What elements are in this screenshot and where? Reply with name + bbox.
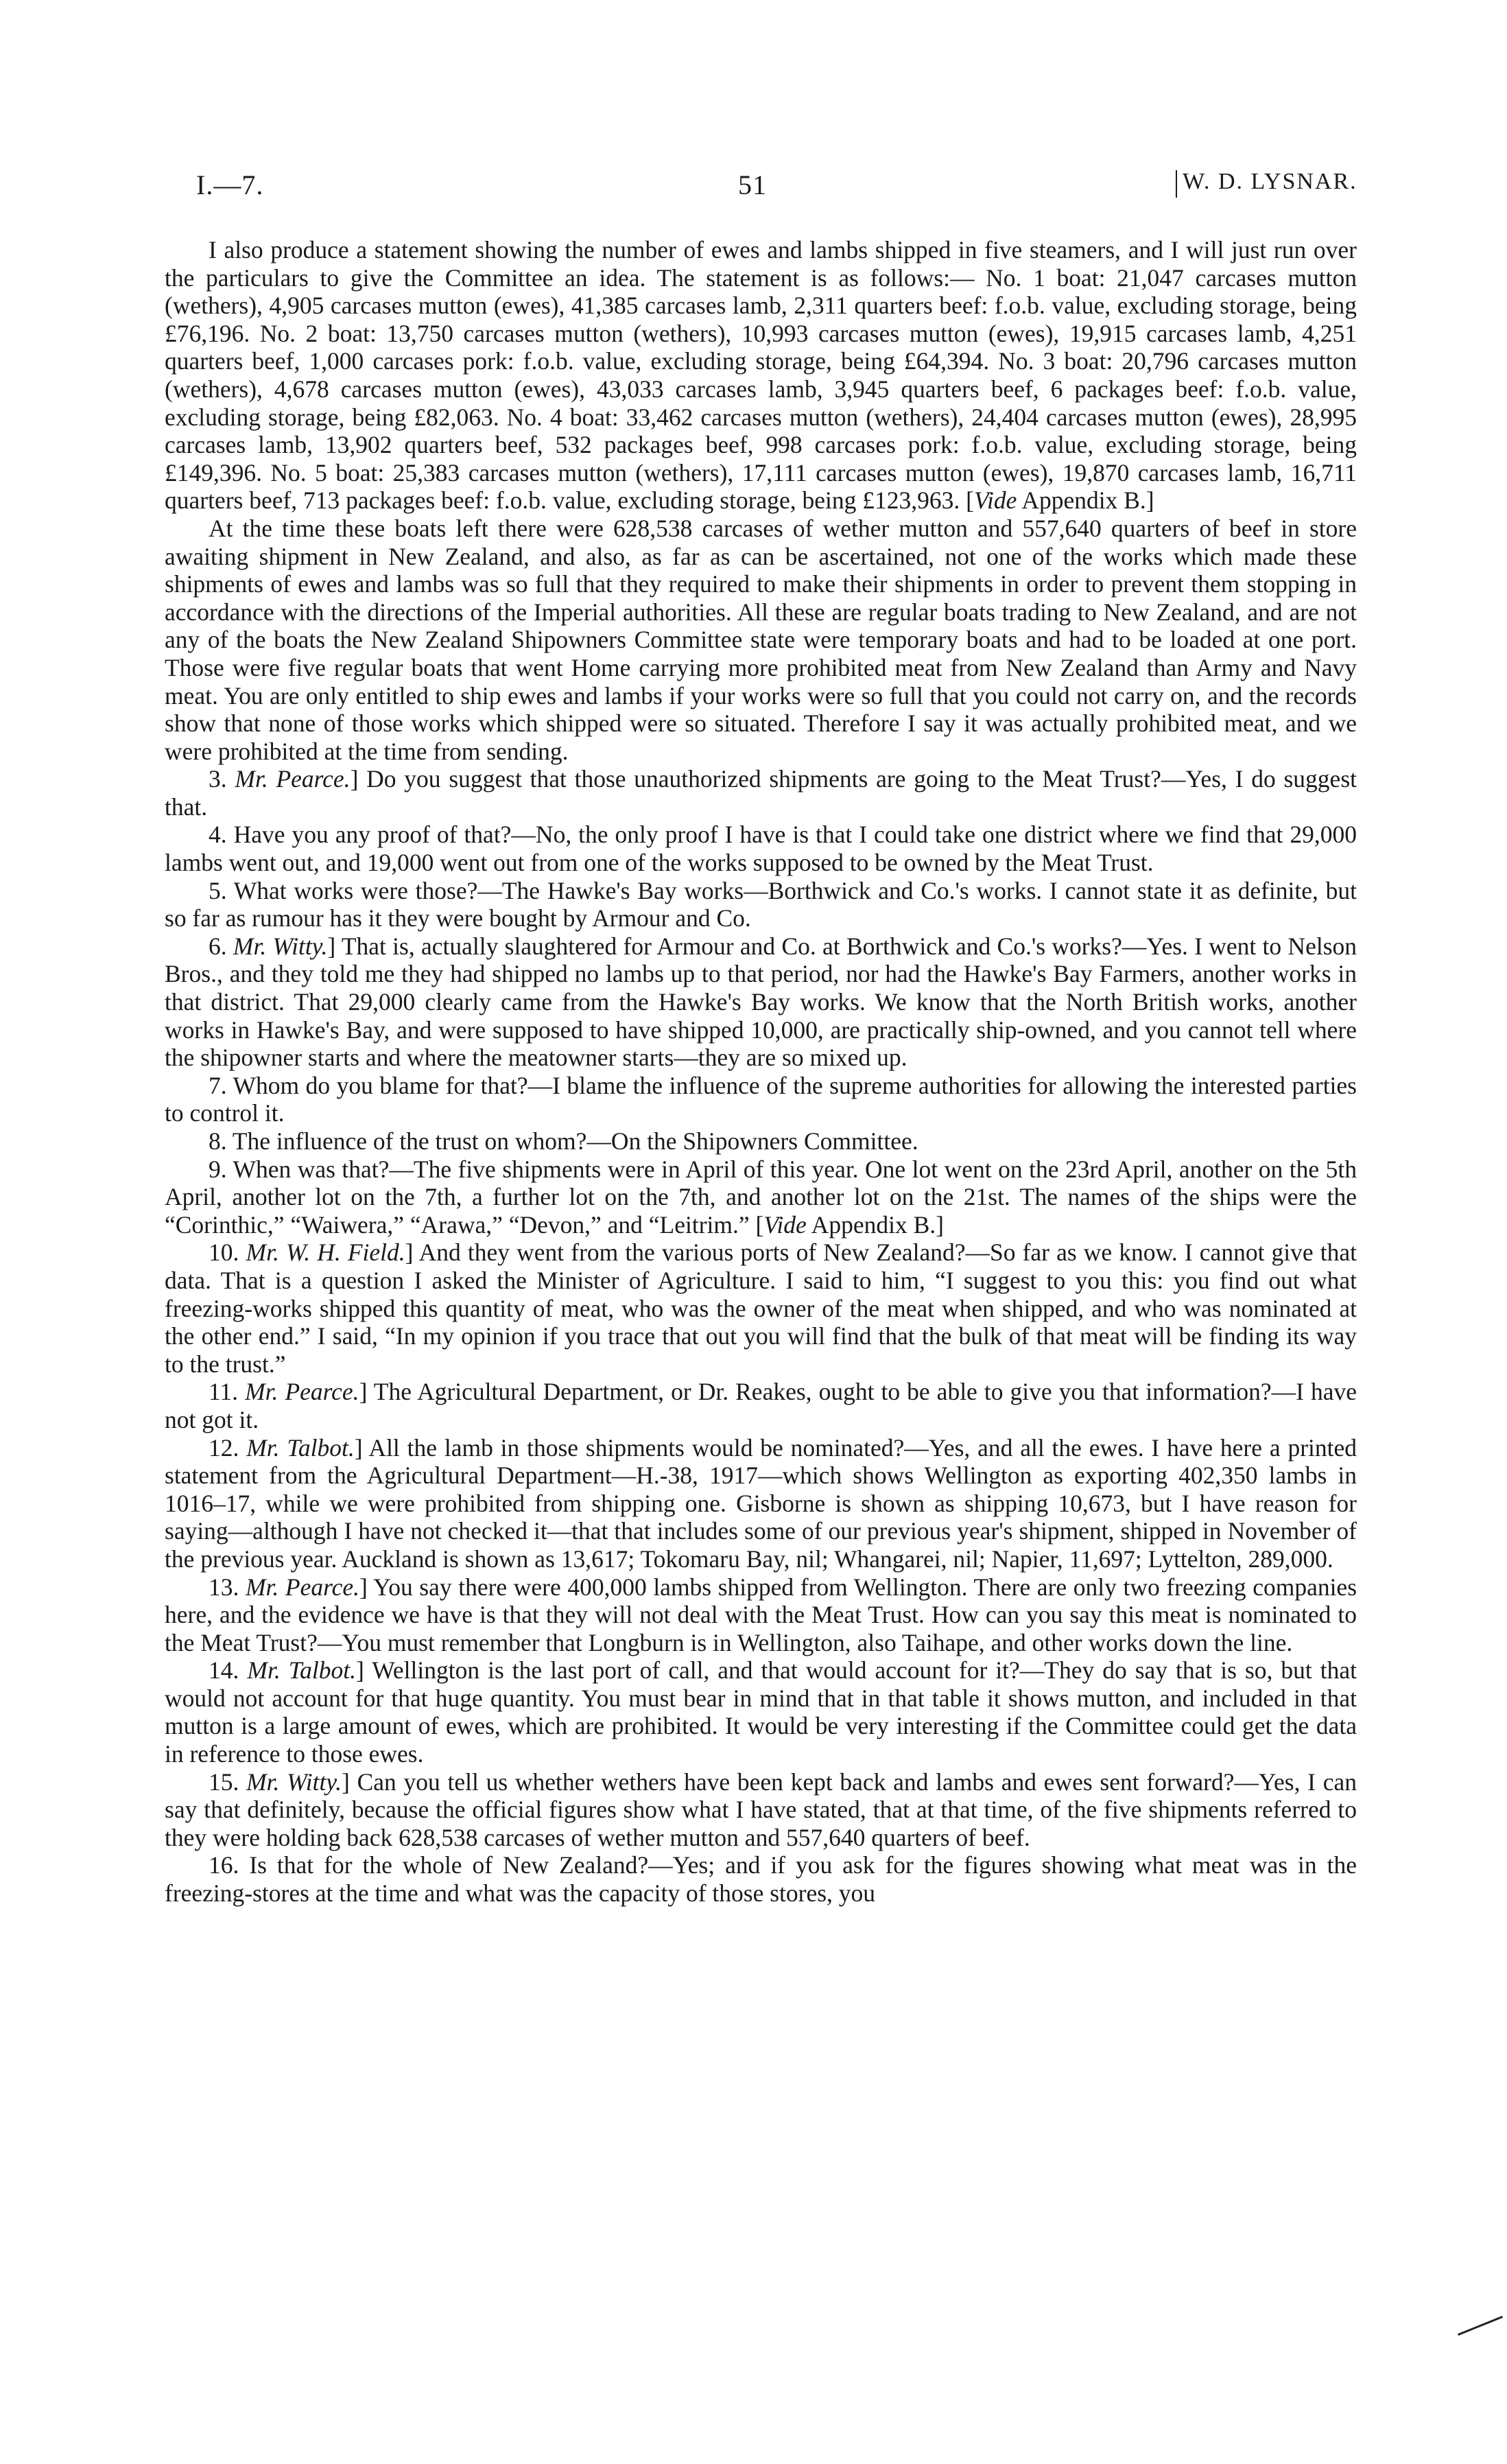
paragraph-statement: I also produce a statement showing the number of ewes and lambs shipped in five steamers, and I will just run over the particulars to give the Committee an idea. The statement is as follows:— No. 1 boat: 21,047 carcases mutton (wethers), 4,905 carcases mutton (ewes), 41,385 carcases lamb, 2,311 quarters beef: f.o.b. value, excluding storage, being £76,196. No. 2 boat: 13,750 carcases mutton (wethers), 10,993 carcases mutton (ewes), 19,915 carcases lamb, 4,251 quarters beef, 1,000 carcases pork: f.o.b. value, excluding storage, being £64,394. No. 3 boat: 20,796 carcases mutton (wethers), 4,678 carcases mutton (ewes), 43,033 carcases lamb, 3,945 quarters beef, 6 packages beef: f.o.b. value, excluding storage, being £82,063. No. 4 boat: 33,462 carcases mutton (wethers), 24,404 carcases mutton (ewes), 28,995 carcases lamb, 13,902 quarters beef, 532 packages beef, 998 carcases pork: f.o.b. value, excluding storage, being £149,396. No. 5 boat: 25,383 carcases mutton (wethers), 17,111 carcases mutton (ewes), 19,870 carcases lamb, 16,711 quarters beef, 713 packages beef: f.o.b. value, excluding storage, being £123,963. [Vide Appendix B.]	[165, 236, 1357, 515]
witness-name: W. D. LYSNAR.	[1183, 169, 1357, 194]
question-7: 7. Whom do you blame for that?—I blame the influence of the supreme authorities for allowing the interested parties to control it.	[165, 1071, 1357, 1127]
question-5: 5. What works were those?—The Hawke's Bay works—Borthwick and Co.'s works. I cannot state it as definite, but so far as rumour has it they were bought by Armour and Co.	[165, 876, 1357, 932]
question-11: 11. Mr. Pearce.] The Agricultural Department, or Dr. Reakes, ought to be able to give you that information?—I have not got it.	[165, 1378, 1357, 1433]
question-14: 14. Mr. Talbot.] Wellington is the last port of call, and that would account for it?—They do say that is so, but that would not account for that huge quantity. You must bear in mind that in that table it shows mutton, and included in that mutton is a large amount of ewes, which are prohibited. It would be very interesting if the Committee could get the data in reference to those ewes.	[165, 1656, 1357, 1768]
question-13: 13. Mr. Pearce.] You say there were 400,000 lambs shipped from Wellington. There are only two freezing companies here, and the evidence we have is that they will not deal with the Meat Trust. How can you say this meat is nominated to the Meat Trust?—You must remember that Longburn is in Wellington, also Taihape, and other works down the line.	[165, 1573, 1357, 1656]
question-10: 10. Mr. W. H. Field.] And they went from the various ports of New Zealand?—So far as we know. I cannot give that data. That is a question I asked the Minister of Agriculture. I said to him, “I suggest to you this: you find out what freezing-works shipped this quantity of meat, who was the owner of the meat when shipped, and who was nominated at the other end.” I said, “In my opinion if you trace that out you will find that the bulk of that meat will be finding its way to the trust.”	[165, 1239, 1357, 1378]
pen-mark	[1458, 2316, 1503, 2336]
page-number: 51	[738, 169, 767, 200]
question-9: 9. When was that?—The five shipments were in April of this year. One lot went on the 23rd April, another on the 5th April, another lot on the 7th, a further lot on the 7th, and another lot on the 21st. The names of the ships were the “Corinthic,” “Waiwera,” “Arawa,” “Devon,” and “Leitrim.” [Vide Appendix B.]	[165, 1155, 1357, 1239]
question-16: 16. Is that for the whole of New Zealand?—Yes; and if you ask for the figures showing what meat was in the freezing-stores at the time and what was the capacity of those stores, you	[165, 1851, 1357, 1908]
question-6: 6. Mr. Witty.] That is, actually slaughtered for Armour and Co. at Borthwick and Co.'s works?—Yes. I went to Nelson Bros., and they told me they had shipped no lambs up to that period, nor had the Hawke's Bay Farmers, another works in that district. That 29,000 clearly came from the Hawke's Bay works. We know that the North British works, another works in Hawke's Bay, and were supposed to have shipped 10,000, are practically ship-owned, and you cannot tell where the shipowner starts and where the meatowner starts—they are so mixed up.	[165, 932, 1357, 1072]
question-8: 8. The influence of the trust on whom?—On the Shipowners Committee.	[209, 1127, 918, 1155]
evidence-text	[165, 236, 1357, 1908]
question-15: 15. Mr. Witty.] Can you tell us whether wethers have been kept back and lambs and ewes sent forward?—Yes, I can say that definitely, because the official figures show what I have stated, that at that time, of the five shipments referred to they were holding back 628,538 carcases of wether mutton and 557,640 quarters of beef.	[165, 1768, 1357, 1851]
question-3: 3. Mr. Pearce.] Do you suggest that those unauthorized shipments are going to the Meat Trust?—Yes, I do suggest that.	[165, 765, 1357, 821]
question-4: 4. Have you any proof of that?—No, the only proof I have is that I could take one district where we find that 29,000 lambs went out, and 19,000 went out from one of the works supposed to be owned by the Meat Trust.	[165, 821, 1357, 877]
paragraph-boats: At the time these boats left there were 628,538 carcases of wether mutton and 557,640 quarters of beef in store awaiting shipment in New Zealand, and also, as far as can be ascertained, not one of the works which made these shipments of ewes and lambs was so full that they required to make their shipments in order to prevent them stopping in accordance with the directions of the Imperial authorities. All these are regular boats trading to New Zealand, and are not any of the boats the New Zealand Shipowners Committee state were temporary boats and had to be loaded at one port. Those were five regular boats that went Home carrying more prohibited meat from New Zealand than Army and Navy meat. You are only entitled to ship ewes and lambs if your works were so full that you could not carry on, and the records show that none of those works which shipped were so situated. Therefore I say it was actually prohibited meat, and we were prohibited at the time from sending.	[165, 514, 1357, 765]
question-12: 12. Mr. Talbot.] All the lamb in those shipments would be nominated?—Yes, and all the ewes. I have here a printed statement from the Agricultural Department—H.-38, 1917—which shows Wellington as exporting 402,350 lambs in 1016–17, while we were prohibited from shipping one. Gisborne is shown as shipping 10,673, but I have reason for saying—although I have not checked it—that that includes some of our previous year's shipment, shipped in November of the previous year. Auckland is shown as 13,617; Tokomaru Bay, nil; Whangarei, nil; Napier, 11,697; Lyttelton, 289,000.	[165, 1433, 1357, 1573]
page-reference: I.—7.	[196, 169, 264, 200]
